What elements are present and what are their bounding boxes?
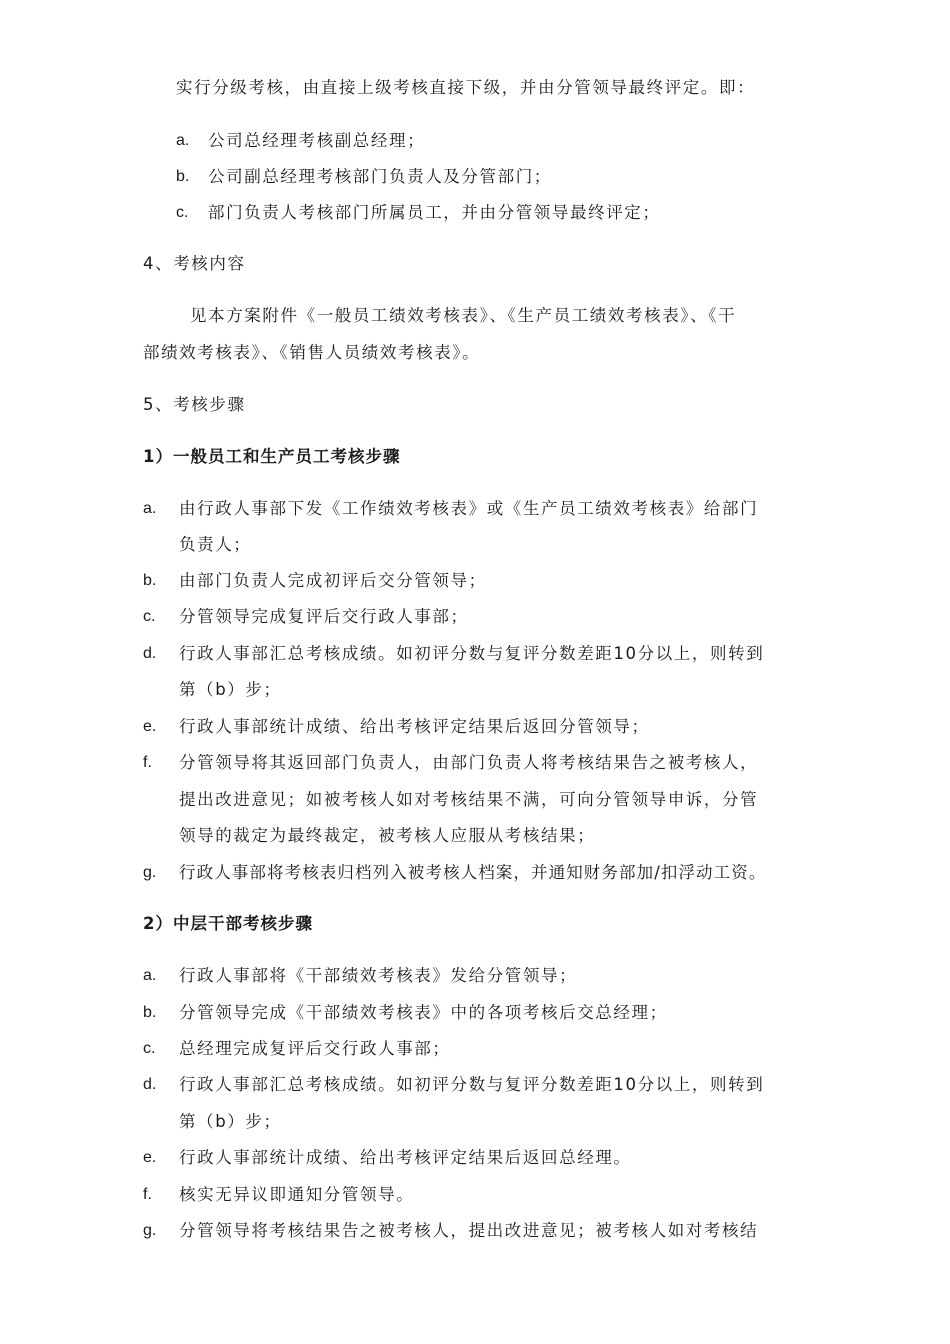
sub2-marker-e: e. (143, 1149, 157, 1166)
sub2-marker-a: a. (143, 967, 157, 984)
sub1-marker-f: f. (143, 754, 152, 771)
sub2-d-line-2: 第（b）步； (179, 1112, 282, 1131)
level-marker-c: c. (176, 204, 189, 221)
level-marker-a: a. (176, 132, 190, 149)
level-marker-b: b. (176, 168, 190, 185)
subsection-2-heading: 2）中层干部考核步骤 (143, 914, 313, 933)
sub1-a-line-1: 由行政人事部下发《工作绩效考核表》或《生产员工绩效考核表》给部门 (179, 499, 759, 518)
sub1-d-line-2: 第（b）步； (179, 680, 282, 699)
subsection-1-heading: 1）一般员工和生产员工考核步骤 (143, 447, 401, 466)
section-5-heading: 5、考核步骤 (143, 395, 246, 414)
sub2-marker-g: g. (143, 1222, 157, 1239)
section-4-heading: 4、考核内容 (143, 254, 246, 273)
sub1-f-line-3: 领导的裁定为最终裁定，被考核人应服从考核结果； (179, 826, 596, 845)
level-text-a: 公司总经理考核副总经理； (208, 131, 426, 150)
sub2-f-line-1: 核实无异议即通知分管领导。 (179, 1185, 415, 1204)
sub1-a-line-2: 负责人； (179, 535, 252, 554)
sub2-d-line-1: 行政人事部汇总考核成绩。如初评分数与复评分数差距10分以上，则转到 (179, 1075, 765, 1094)
sub2-a-line-1: 行政人事部将《干部绩效考核表》发给分管领导； (179, 966, 578, 985)
sub1-f-line-1: 分管领导将其返回部门负责人，由部门负责人将考核结果告之被考核人， (179, 753, 759, 772)
sub2-c-line-1: 总经理完成复评后交行政人事部； (179, 1039, 451, 1058)
sub2-e-line-1: 行政人事部统计成绩、给出考核评定结果后返回总经理。 (179, 1148, 632, 1167)
sub1-marker-b: b. (143, 572, 157, 589)
sub1-b-line-1: 由部门负责人完成初评后交分管领导； (179, 571, 487, 590)
sub2-b-line-1: 分管领导完成《干部绩效考核表》中的各项考核后交总经理； (179, 1003, 668, 1022)
intro-paragraph: 实行分级考核，由直接上级考核直接下级，并由分管领导最终评定。即： (176, 78, 756, 97)
sub1-c-line-1: 分管领导完成复评后交行政人事部； (179, 607, 469, 626)
sub2-marker-d: d. (143, 1076, 157, 1093)
sub1-marker-d: d. (143, 645, 157, 662)
sub1-marker-g: g. (143, 864, 157, 881)
sub1-d-line-1: 行政人事部汇总考核成绩。如初评分数与复评分数差距10分以上，则转到 (179, 644, 765, 663)
section-4-paragraph-line-1: 见本方案附件《一般员工绩效考核表》、《生产员工绩效考核表》、《干 (190, 306, 737, 325)
level-text-c: 部门负责人考核部门所属员工，并由分管领导最终评定； (208, 203, 661, 222)
sub1-g-line-1: 行政人事部将考核表归档列入被考核人档案，并通知财务部加/扣浮动工资。 (179, 863, 767, 882)
sub2-marker-c: c. (143, 1040, 156, 1057)
sub2-g-line-1: 分管领导将考核结果告之被考核人，提出改进意见；被考核人如对考核结 (179, 1221, 759, 1240)
sub2-marker-f: f. (143, 1186, 152, 1203)
sub1-marker-c: c. (143, 608, 156, 625)
section-4-paragraph-line-2: 部绩效考核表》、《销售人员绩效考核表》。 (143, 343, 481, 362)
sub2-marker-b: b. (143, 1004, 157, 1021)
sub1-marker-a: a. (143, 500, 157, 517)
sub1-e-line-1: 行政人事部统计成绩、给出考核评定结果后返回分管领导； (179, 717, 650, 736)
sub1-marker-e: e. (143, 718, 157, 735)
sub1-f-line-2: 提出改进意见；如被考核人如对考核结果不满，可向分管领导申诉，分管 (179, 790, 759, 809)
level-text-b: 公司副总经理考核部门负责人及分管部门； (208, 167, 552, 186)
